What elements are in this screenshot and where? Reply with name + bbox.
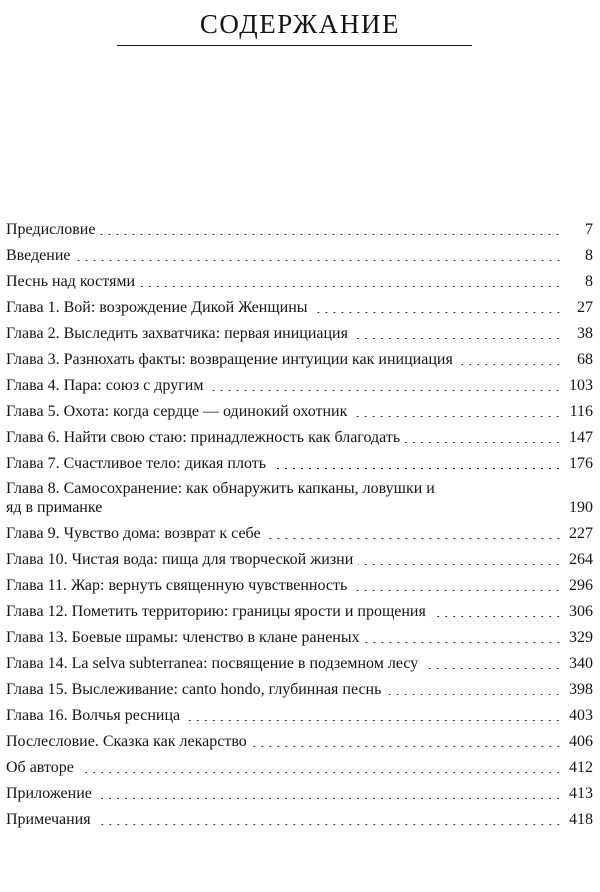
toc-entry-title: Глава 14. La selva subterranea: посвящение в подземном лесу	[6, 655, 419, 672]
toc-entry-page: 403	[569, 707, 593, 724]
toc-entry-page: 7	[585, 221, 593, 238]
toc-row	[6, 473, 593, 517]
toc-entry-title: Введение	[6, 247, 71, 264]
dot-leader	[365, 642, 562, 643]
toc-row	[6, 621, 593, 647]
toc-entry-title: Глава 4. Пара: союз с другим	[6, 377, 204, 394]
toc-entry-page: 190	[569, 499, 593, 516]
dot-leader	[266, 538, 562, 539]
toc-entry-title: Примечания	[6, 811, 91, 828]
toc-row	[6, 803, 593, 829]
dot-leader	[358, 564, 562, 565]
toc-entry-title: Об авторе	[6, 759, 74, 776]
toc-entry-page: 227	[569, 525, 593, 542]
toc-row	[6, 343, 593, 369]
toc-row	[6, 317, 593, 343]
dot-leader	[431, 616, 562, 617]
dot-leader	[423, 668, 562, 669]
toc-entry-title: Глава 13. Боевые шрамы: членство в клане раненых	[6, 629, 360, 646]
toc-row	[6, 239, 593, 265]
toc-row	[6, 213, 593, 239]
toc-entry-title: Глава 10. Чистая вода: пища для творческой жизни	[6, 551, 354, 568]
dot-leader	[386, 694, 562, 695]
toc-entry-title: Глава 3. Разнюхать факты: возвращение интуиции как инициация	[6, 351, 453, 368]
dot-leader	[208, 390, 562, 391]
toc-row	[6, 569, 593, 595]
toc-entry-title: Глава 12. Пометить территорию: границы ярости и прощения	[6, 603, 426, 620]
toc-entry-title: Глава 16. Волчья ресница	[6, 707, 181, 724]
toc-entry-page: 406	[569, 733, 593, 750]
dot-leader	[313, 312, 562, 313]
dot-leader	[252, 746, 562, 747]
toc-entry-page: 27	[577, 299, 593, 316]
toc-entry-title: Глава 7. Счастливое тело: дикая плоть	[6, 455, 267, 472]
dot-leader	[352, 416, 562, 417]
toc-entry-page: 296	[569, 577, 593, 594]
dot-leader	[185, 720, 562, 721]
toc-row	[6, 699, 593, 725]
dot-leader	[458, 364, 562, 365]
toc-row	[6, 447, 593, 473]
toc-entry-title: Предисловие	[6, 221, 96, 238]
toc-row	[6, 395, 593, 421]
dot-leader	[271, 468, 562, 469]
toc-entry-page: 418	[569, 811, 593, 828]
dot-leader	[76, 260, 563, 261]
dot-leader	[405, 442, 562, 443]
toc-entry-title: Глава 9. Чувство дома: возврат к себе	[6, 525, 261, 542]
toc-entry-page: 38	[577, 325, 593, 342]
toc-entry-page: 8	[585, 273, 593, 290]
page-title: СОДЕРЖАНИЕ	[199, 9, 401, 39]
toc-entry-page: 103	[569, 377, 593, 394]
dot-leader	[352, 590, 562, 591]
dot-leader	[96, 824, 562, 825]
toc-entry-page: 264	[569, 551, 593, 568]
toc-entry-title: Песнь над костями	[6, 273, 136, 290]
toc-row	[6, 517, 593, 543]
dot-leader	[97, 798, 562, 799]
toc-entry-title: Глава 6. Найти свою стаю: принадлежность как благодать	[6, 429, 401, 446]
toc-entry-title: Глава 5. Охота: когда сердце — одинокий охотник	[6, 403, 348, 420]
toc-entry-page: 329	[569, 629, 593, 646]
toc-entry-page: 176	[569, 455, 593, 472]
toc-entry-title: Послесловие. Сказка как лекарство	[6, 733, 247, 750]
toc-entry-title: Глава 8. Самосохранение: как обнаружить капканы, ловушки и яд в приманке	[6, 480, 435, 516]
table-of-contents	[6, 213, 593, 829]
toc-row	[6, 543, 593, 569]
toc-row	[6, 673, 593, 699]
toc-entry-title: Глава 2. Выследить захватчика: первая инициация	[6, 325, 348, 342]
toc-entry-page: 398	[569, 681, 593, 698]
toc-row	[6, 421, 593, 447]
dot-leader	[353, 338, 562, 339]
title-underline	[117, 45, 472, 46]
toc-row	[6, 647, 593, 673]
dot-leader	[100, 234, 562, 235]
toc-entry-page: 8	[585, 247, 593, 264]
toc-row	[6, 291, 593, 317]
dot-leader	[140, 286, 562, 287]
toc-row	[6, 777, 593, 803]
toc-row	[6, 725, 593, 751]
toc-entry-page: 306	[569, 603, 593, 620]
dot-leader	[441, 512, 562, 513]
toc-entry-title: Глава 1. Вой: возрождение Дикой Женщины	[6, 299, 308, 316]
toc-entry-title: Глава 15. Выслеживание: canto hondo, глубинная песнь	[6, 681, 382, 698]
toc-row	[6, 265, 593, 291]
toc-row	[6, 751, 593, 777]
toc-entry-page: 147	[569, 429, 593, 446]
dot-leader	[79, 772, 562, 773]
toc-entry-page: 413	[569, 785, 593, 802]
toc-row	[6, 595, 593, 621]
toc-entry-page: 340	[569, 655, 593, 672]
toc-entry-page: 116	[569, 403, 593, 420]
toc-entry-title: Глава 11. Жар: вернуть священную чувственность	[6, 577, 348, 594]
toc-row	[6, 369, 593, 395]
toc-entry-page: 412	[569, 759, 593, 776]
toc-entry-title: Приложение	[6, 785, 92, 802]
toc-entry-page: 68	[577, 351, 593, 368]
